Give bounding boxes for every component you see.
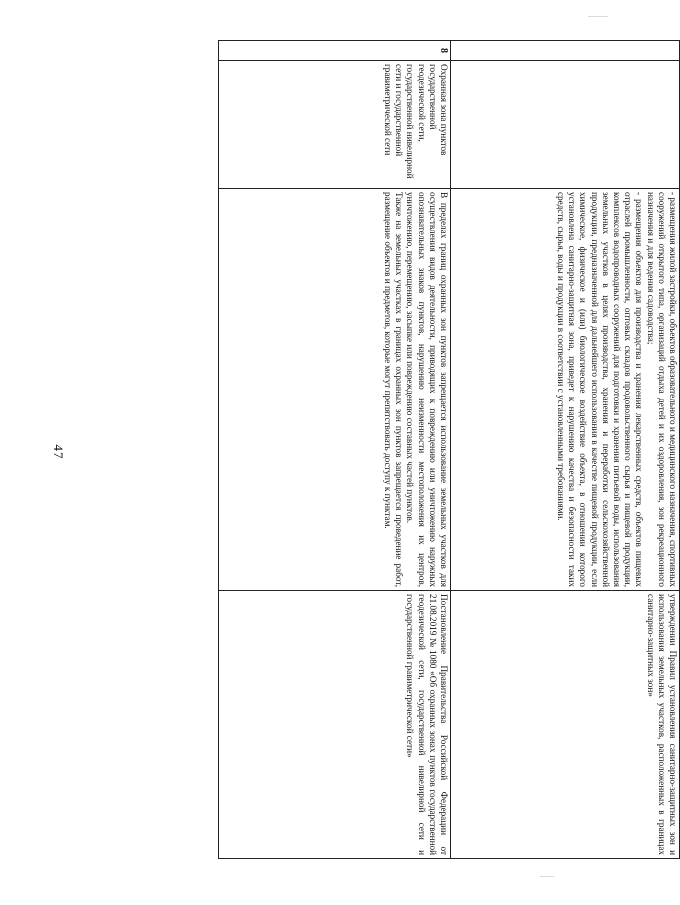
restriction-paragraph: Также на земельных участках в границах охранных зон пунктов запрещается проведение работ, размещение объектов и предметов, которые могут препятствовать доступу к пунктам.	[382, 192, 405, 587]
legal-reference-cell: утверждении Правил установления санитарно-защитных зон и использования земельных участков, расположенных в границах санитарно-защитных зон»	[451, 591, 680, 859]
restrictions-cell	[451, 189, 680, 591]
table-row	[219, 41, 451, 859]
restriction-paragraph: - размещения жилой застройки, объектов образовательного и медицинского назначения, спортивных сооружений открытого типа, организаций отдыха детей и их оздоровления, зон рекреационного назначения и для ведения садоводства;	[645, 192, 678, 587]
zone-name-cell	[451, 61, 680, 189]
table-row	[451, 41, 680, 859]
regulation-table	[218, 40, 680, 859]
restrictions-cell	[219, 189, 451, 591]
restriction-paragraph: В пределах границ охранных зон пунктов запрещается использование земельных участков для осуществления видов деятельности, приводящих к повреждению или уничтожению наружных опознавательных знаков пунктов, нарушению неизменности местоположения их центров, уничтожению, перемещению, засыпке или повреждению составных частей пунктов.	[405, 192, 449, 587]
legal-reference-cell: Постановление Правительства Российской Федерации от 21.08.2019 № 1080 «Об охранных зонах пунктов государственной геодезической сети, государственной нивелирной сети и государственной гравиметрической сети»	[219, 591, 451, 859]
regulation-table-wrapper	[225, 40, 680, 858]
scan-mark	[588, 16, 608, 27]
restriction-paragraph: - размещения объектов для производства и хранения лекарственных средств, объектов пищевых отраслей промышленности, оптовых складов продовольственного сырья и пищевой продукции, комплексов водопроводных сооружений для подготовки и хранения питьевой воды, использования земельных участков в целях производства, хранения и переработки сельскохозяйственной продукции, предназначенной для дальнейшего использования в качестве пищевой продукции, если химическое, физическое и (или) биологическое воздействие объекта, в отношении которого установлена санитарно-защитная зона, приведет к нарушению качества и безопасности таких средств, сырья, воды и продукции в соответствии с установленными требованиями.	[555, 192, 645, 587]
row-number-cell: 8	[219, 41, 451, 61]
zone-name-cell: Охранная зона пунктов государственной геодезической сети, государственной нивелирной сети и государственной гравиметрической сети	[219, 61, 451, 189]
scan-mark	[540, 876, 554, 887]
page-number: 47	[51, 444, 66, 460]
row-number-cell	[451, 41, 680, 61]
